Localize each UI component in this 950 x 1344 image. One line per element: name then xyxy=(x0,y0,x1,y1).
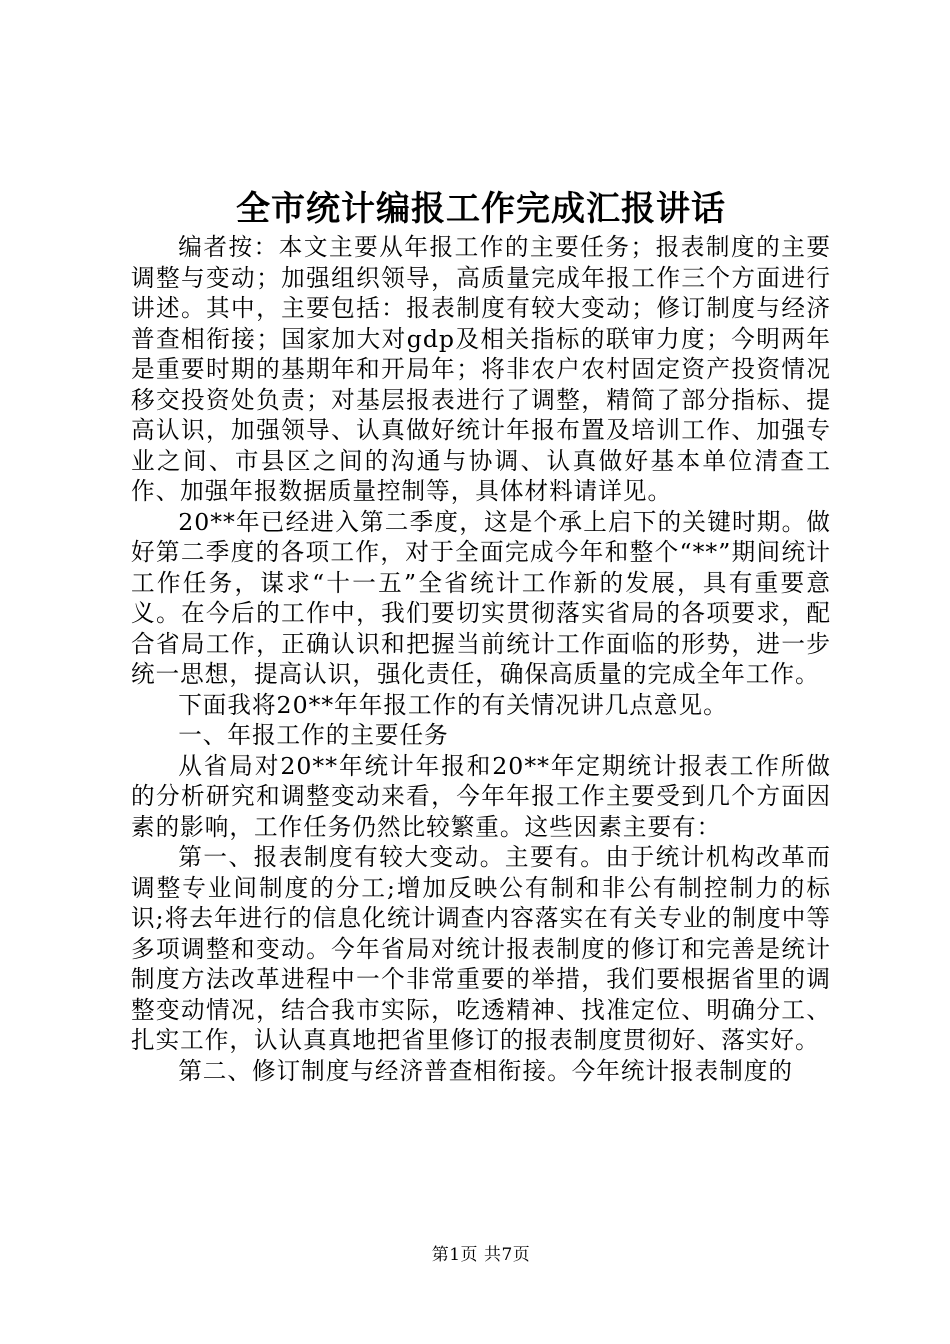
document-body xyxy=(131,232,831,1086)
paragraph-point-one: 第一、报表制度有较大变动。主要有。由于统计机构改革而调整专业间制度的分工;增加反映公有制和非公有制控制力的标识;将去年进行的信息化统计调查内容落实在有关专业的制度中等多项调整和变动。今年省局对统计报表制度的修订和完善是统计制度方法改革进程中一个非常重要的举措，我们要根据省里的调整变动情况，结合我市实际，吃透精神、找准定位、明确分工、扎实工作，认认真真地把省里修订的报表制度贯彻好、落实好。 xyxy=(131,843,831,1054)
page-number-footer: 第1页 共7页 xyxy=(431,1245,531,1265)
paragraph-editor-note: 编者按：本文主要从年报工作的主要任务；报表制度的主要调整与变动；加强组织领导，高质量完成年报工作三个方面进行讲述。其中，主要包括：报表制度有较大变动；修订制度与经济普查相衔接；国家加大对gdp及相关指标的联审力度；今明两年是重要时期的基期年和开局年；将非农户农村固定资产投资情况移交投资处负责；对基层报表进行了调整，精简了部分指标、提高认识，加强领导、认真做好统计年报布置及培训工作、加强专业之间、市县区之间的沟通与协调、认真做好基本单位清查工作、加强年报数据质量控制等，具体材料请详见。 xyxy=(131,233,831,505)
document-page xyxy=(131,0,831,1344)
paragraph-point-two: 第二、修订制度与经济普查相衔接。今年统计报表制度的 xyxy=(178,1056,794,1085)
document-title: 全市统计编报工作完成汇报讲话 xyxy=(236,189,726,229)
paragraph-analysis: 从省局对20**年统计年报和20**年定期统计报表工作所做的分析研究和调整变动来看，今年年报工作主要受到几个方面因素的影响，工作任务仍然比较繁重。这些因素主要有： xyxy=(131,751,831,841)
section-heading-main-tasks: 一、年报工作的主要任务 xyxy=(178,721,449,749)
paragraph-second-quarter: 20**年已经进入第二季度，这是个承上启下的关键时期。做好第二季度的各项工作，对于全面完成今年和整个“**”期间统计工作任务，谋求“十一五”全省统计工作新的发展，具有重要意义。在今后的工作中，我们要切实贯彻落实省局的各项要求，配合省局工作，正确认识和把握当前统计工作面临的形势，进一步统一思想，提高认识，强化责任，确保高质量的完成全年工作。 xyxy=(131,507,831,688)
paragraph-intro-opinions: 下面我将20**年年报工作的有关情况讲几点意见。 xyxy=(178,690,728,719)
